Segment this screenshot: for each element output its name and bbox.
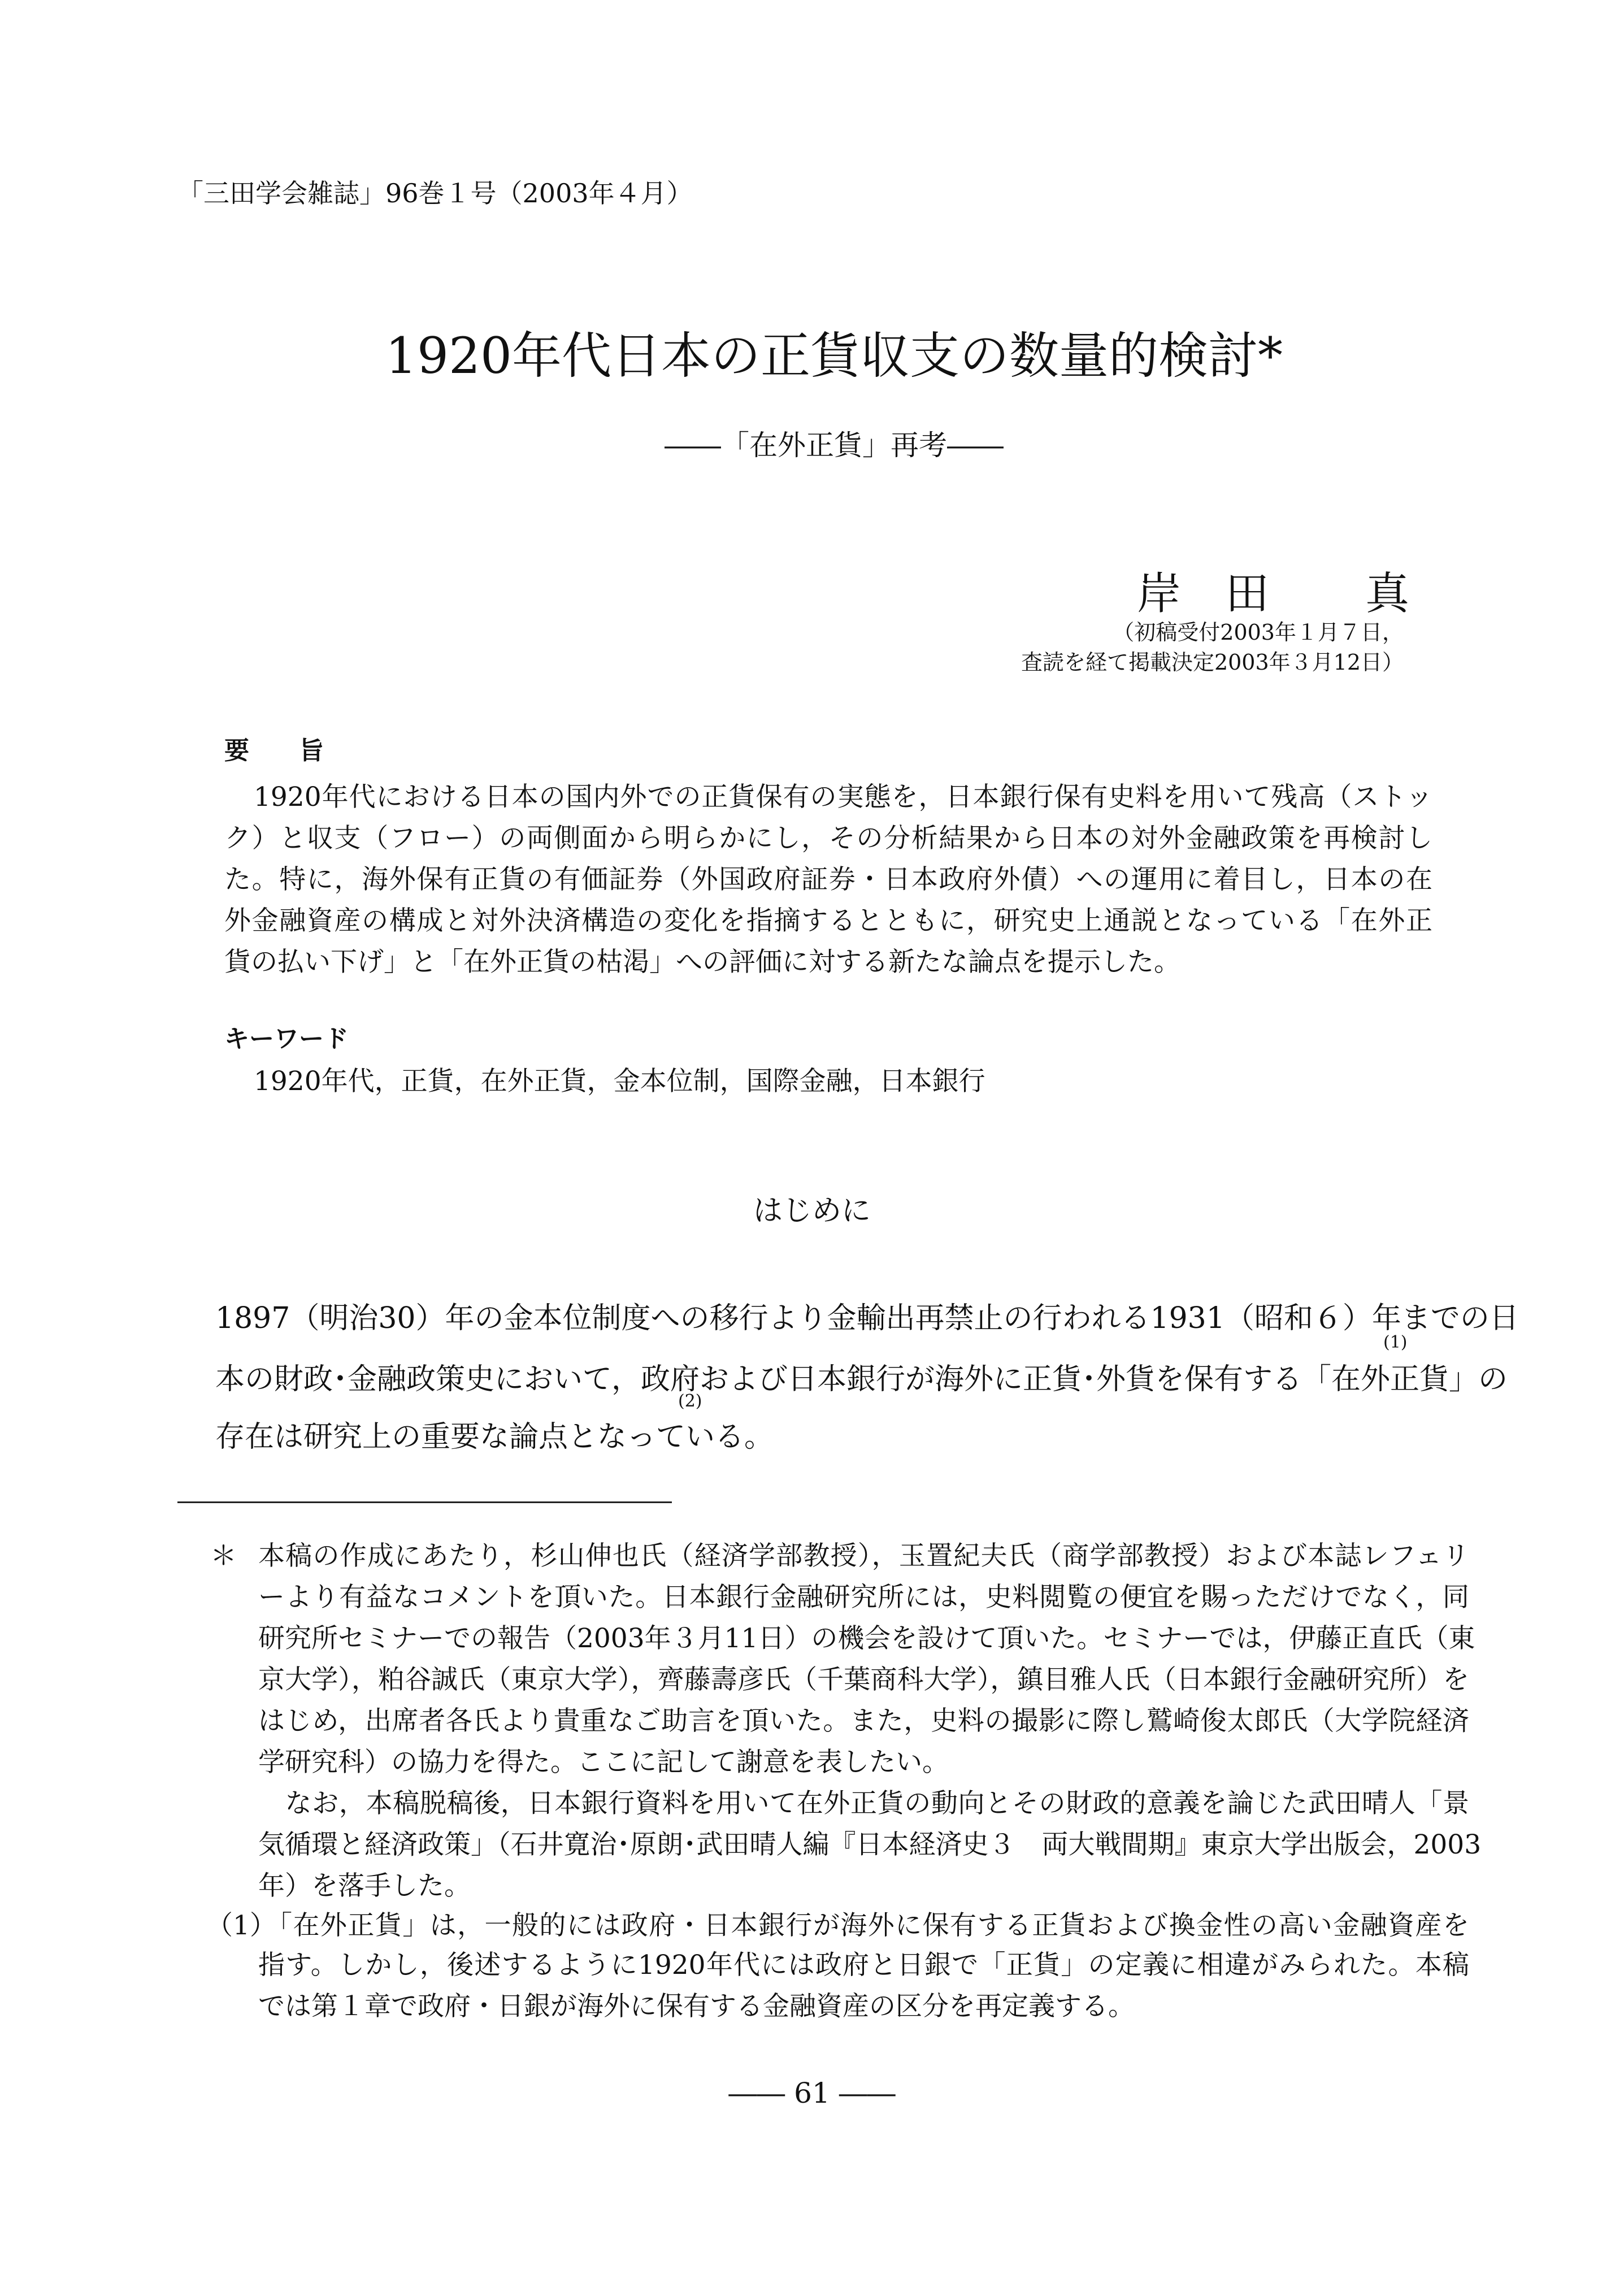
footnote-line: 本稿の作成にあたり，杉山伸也氏（経済学部教授），玉置紀夫氏（商学部教授）および本誌レフェリ [258, 1540, 1469, 1572]
footnote-line: はじめ，出席者各氏より貴重なご助言を頂いた。また，史料の撮影に際し鷲崎俊太郎氏（大学院経済 [258, 1705, 1469, 1737]
abstract-heading: 要 旨 [224, 736, 324, 765]
received-date: （初稿受付2003年１月７日， [1113, 620, 1404, 645]
footnote-star-mark: ＊ [210, 1540, 237, 1572]
body-line: 1897（明治30）年の金本位制度への移行より金輸出再禁止の行われる1931（昭和６）年までの日 [215, 1301, 1519, 1335]
footnote-line: 指す。しかし，後述するように1920年代には政府と日銀で「正貨」の定義に相違がみられた。本稿 [258, 1950, 1469, 1981]
footnote-divider [177, 1501, 672, 1503]
accepted-date: 査読を経て掲載決定2003年３月12日） [1021, 650, 1404, 675]
abstract-line: 1920年代における日本の国内外での正貨保有の実態を，日本銀行保有史料を用いて残高（ストッ [254, 782, 1432, 813]
keywords-list: 1920年代，正貨，在外正貨，金本位制，国際金融，日本銀行 [254, 1066, 985, 1097]
body-line: 存在は研究上の重要な論点となっている。 [215, 1420, 774, 1454]
article-title: 1920年代日本の正貨収支の数量的検討* [385, 327, 1283, 385]
abstract-line: ク）と収支（フロー）の両側面から明らかにし，その分析結果から日本の対外金融政策を再検討し [224, 823, 1432, 854]
footnote-line: ーより有益なコメントを頂いた。日本銀行金融研究所には，史料閲覧の便宜を賜っただけでなく，同 [258, 1582, 1469, 1613]
footnote-line: 京大学），粕谷誠氏（東京大学），齊藤壽彦氏（千葉商科大学），鎮目雅人氏（日本銀行金融研究所）を [258, 1664, 1469, 1695]
footnote-ref-1[interactable]: (1) [1383, 1332, 1408, 1352]
abstract-line: 外金融資産の構成と対外決済構造の変化を指摘するとともに，研究史上通説となっている「在外正 [224, 905, 1432, 936]
footnote-line: 年）を落手した。 [258, 1870, 471, 1902]
author-given-name: 真 [1365, 568, 1409, 619]
footnote-ref-2[interactable]: (2) [678, 1391, 702, 1411]
footnote-line: 学研究科）の協力を得た。ここに記して謝意を表したい。 [258, 1747, 949, 1778]
footnote-line: 研究所セミナーでの報告（2003年３月11日）の機会を設けて頂いた。セミナーでは，伊藤正直氏（東 [258, 1623, 1475, 1654]
author-name [1137, 558, 1409, 622]
journal-citation: 「三田学会雑誌」96巻１号（2003年４月） [177, 178, 693, 209]
abstract-line: た。特に，海外保有正貨の有価証券（外国政府証券・日本政府外債）への運用に着目し，日本の在 [224, 864, 1432, 895]
article-subtitle: ――「在外正貨」再考―― [665, 429, 1004, 462]
footnote-line: では第１章で政府・日銀が海外に保有する金融資産の区分を再定義する。 [258, 1991, 1135, 2022]
footnote-line: 気循環と経済政策」（石井寛治･原朗･武田晴人編『日本経済史３ 両大戦間期』東京大学出版会，2003 [258, 1829, 1482, 1860]
body-line: 本の財政･金融政策史において，政府および日本銀行が海外に正貨･外貨を保有する「在外正貨」の [215, 1362, 1508, 1396]
page-number: ―― 61 ―― [728, 2077, 896, 2109]
author-family-name: 岸 田 [1136, 568, 1269, 619]
footnote-1-mark: （1） [206, 1910, 276, 1941]
section-heading: はじめに [753, 1194, 871, 1228]
abstract-line: 貨の払い下げ」と「在外正貨の枯渇」への評価に対する新たな論点を提示した。 [224, 947, 1180, 978]
footnote-line: なお，本稿脱稿後，日本銀行資料を用いて在外正貨の動向とその財政的意義を論じた武田晴人「景 [258, 1788, 1469, 1819]
keywords-heading: キーワード [224, 1025, 349, 1053]
footnote-line: 「在外正貨」は，一般的には政府・日本銀行が海外に保有する正貨および換金性の高い金融資産を [266, 1910, 1469, 1941]
